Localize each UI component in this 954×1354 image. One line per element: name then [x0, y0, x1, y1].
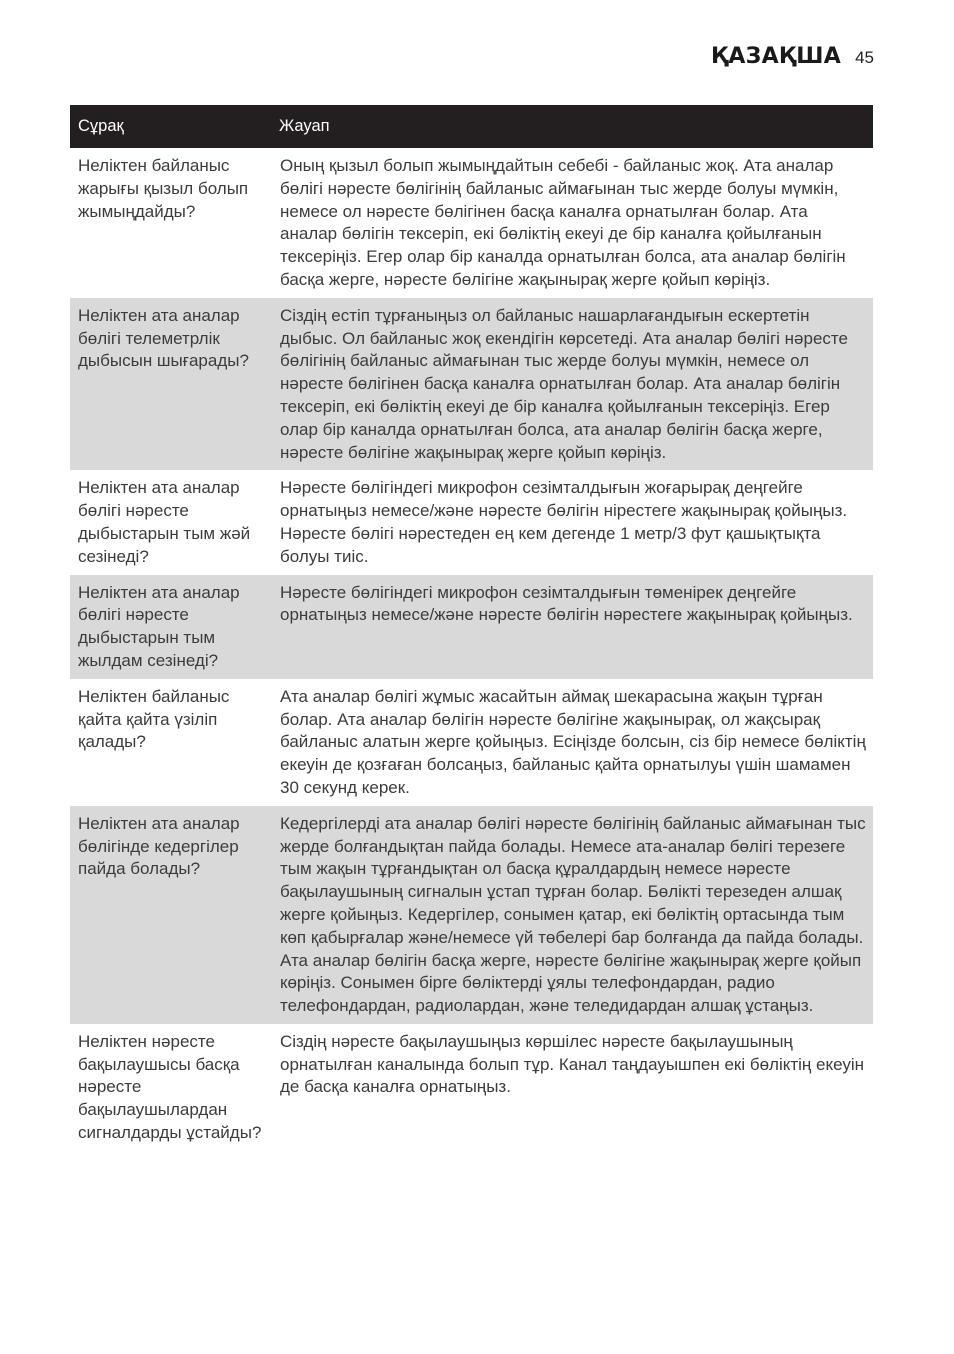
table-row [70, 679, 873, 806]
answer-cell: Нәресте бөлігіндегі микрофон сезімталдығын жоғарырақ деңгейге орнатыңыз немесе/және нәресте бөлігін нірестеге жақынырақ қойыңыз. Нәресте бөлігі нәрестеден ең кем дегенде 1 метр/3 фут қашықтықта болуы тиіс. [280, 478, 848, 566]
column-header-answer: Жауап [271, 105, 873, 148]
answer-cell: Оның қызыл болып жымыңдайтын себебі - байланыс жоқ. Ата аналар бөлігі нәресте бөлігінің байланыс аймағынан тыс жерде болуы мүмкін, немесе ол нәресте бөлігінен басқа каналға орнатылған болар. Ата аналар бөлігін тексеріп, екі бөліктің екеуі де бір каналға қойылғанын тексеріңіз. Егер олар бір каналда орнатылған болса, ата аналар бөлігін басқа жерге, нәресте бөлігіне жақынырақ жерге қойып көріңіз. [271, 148, 873, 298]
question-cell: Неліктен ата аналар бөлігі нәресте дыбыстарын тым жылдам сезінеді? [70, 575, 271, 679]
answer-cell: Сіздің нәресте бақылаушыңыз көршілес нәресте бақылаушының орнатылған каналында болып тұр. Канал таңдауышпен екі бөліктің екеуін де басқа каналға орнатыңыз. [280, 1031, 865, 1097]
answer-cell: Кедергілерді ата аналар бөлігі нәресте бөлігінің байланыс аймағынан тыс жерде болғандықтан пайда болады. Немесе ата-аналар бөлігі терезеге тым жақын тұрғандықтан ол басқа құралдардың немесе нәресте бақылаушының сигналын ұстап тұрған болар. Бөлікті терезеден алшақ жерге қойыңыз. Кедергілер, сонымен қатар, екі бөліктің ортасында тым көп қабырғалар және/немесе үй төбелері бар болғанда да пайда болады. Ата аналар бөлігін басқа жерге, нәресте бөлігіне жақынырақ жерге қойып көріңіз. Сонымен бірге бөліктерді ұялы телефондардан, радио телефондардан, радиолардан, және теледидардан алшақ ұстаңыз. [271, 806, 873, 1024]
section-language-title: ҚАЗАҚША [710, 44, 842, 69]
table-row [70, 298, 873, 471]
table-row [70, 575, 873, 679]
table-row [70, 470, 873, 574]
answer-cell: Нәресте бөлігіндегі микрофон сезімталдығын төменірек деңгейге орнатыңыз немесе/және нәресте бөлігін нәрестеге жақынырақ қойыңыз. [271, 575, 873, 679]
question-cell: Неліктен ата аналар бөлігі нәресте дыбыстарын тым жәй сезінеді? [78, 478, 251, 566]
column-header-question: Сұрақ [70, 105, 271, 148]
question-cell: Неліктен ата аналар бөлігі телеметрлік дыбысын шығарады? [70, 298, 271, 471]
page-number: 45 [855, 48, 874, 67]
table-row [70, 806, 873, 1024]
table-row [70, 1024, 873, 1151]
question-cell: Неліктен байланыс жарығы қызыл болып жымыңдайды? [70, 148, 271, 298]
troubleshooting-table [70, 105, 873, 1151]
page-header [711, 44, 874, 69]
question-cell: Неліктен ата аналар бөлігінде кедергілер пайда болады? [70, 806, 271, 1024]
answer-cell: Сіздің естіп тұрғаныңыз ол байланыс нашарлағандығын ескертетін дыбыс. Ол байланыс жоқ екендігін көрсетеді. Ата аналар бөлігі нәресте бөлігінің байланыс аймағынан тыс жерде болуы мүмкін, немесе ол нәресте бөлігінен басқа каналға орнатылған болар. Ата аналар бөлігін тексеріп, екі бөліктің екеуі де бір каналға қойылғанын тексеріңіз. Егер олар бір каналда орнатылған болса, ата аналар бөлігін басқа жерге, нәресте бөлігіне жақынырақ жерге қойып көріңіз. [271, 298, 873, 471]
table-row [70, 148, 873, 298]
question-cell: Неліктен байланыс қайта қайта үзіліп қалады? [78, 686, 230, 752]
question-cell: Неліктен нәресте бақылаушысы басқа нәресте бақылаушылардан сигналдарды ұстайды? [78, 1031, 262, 1143]
table-header-row [70, 105, 873, 148]
answer-cell: Ата аналар бөлігі жұмыс жасайтын аймақ шекарасына жақын тұрған болар. Ата аналар бөлігін нәресте бөлігіне жақынырақ, ол жақсырақ байланыс алатын жерге қойыңыз. Есіңізде болсын, сіз бір немесе бөліктің екеуін де қозғаған болсаңыз, байланыс қайта орнатылуы үшін шамамен 30 секунд керек. [280, 686, 866, 797]
